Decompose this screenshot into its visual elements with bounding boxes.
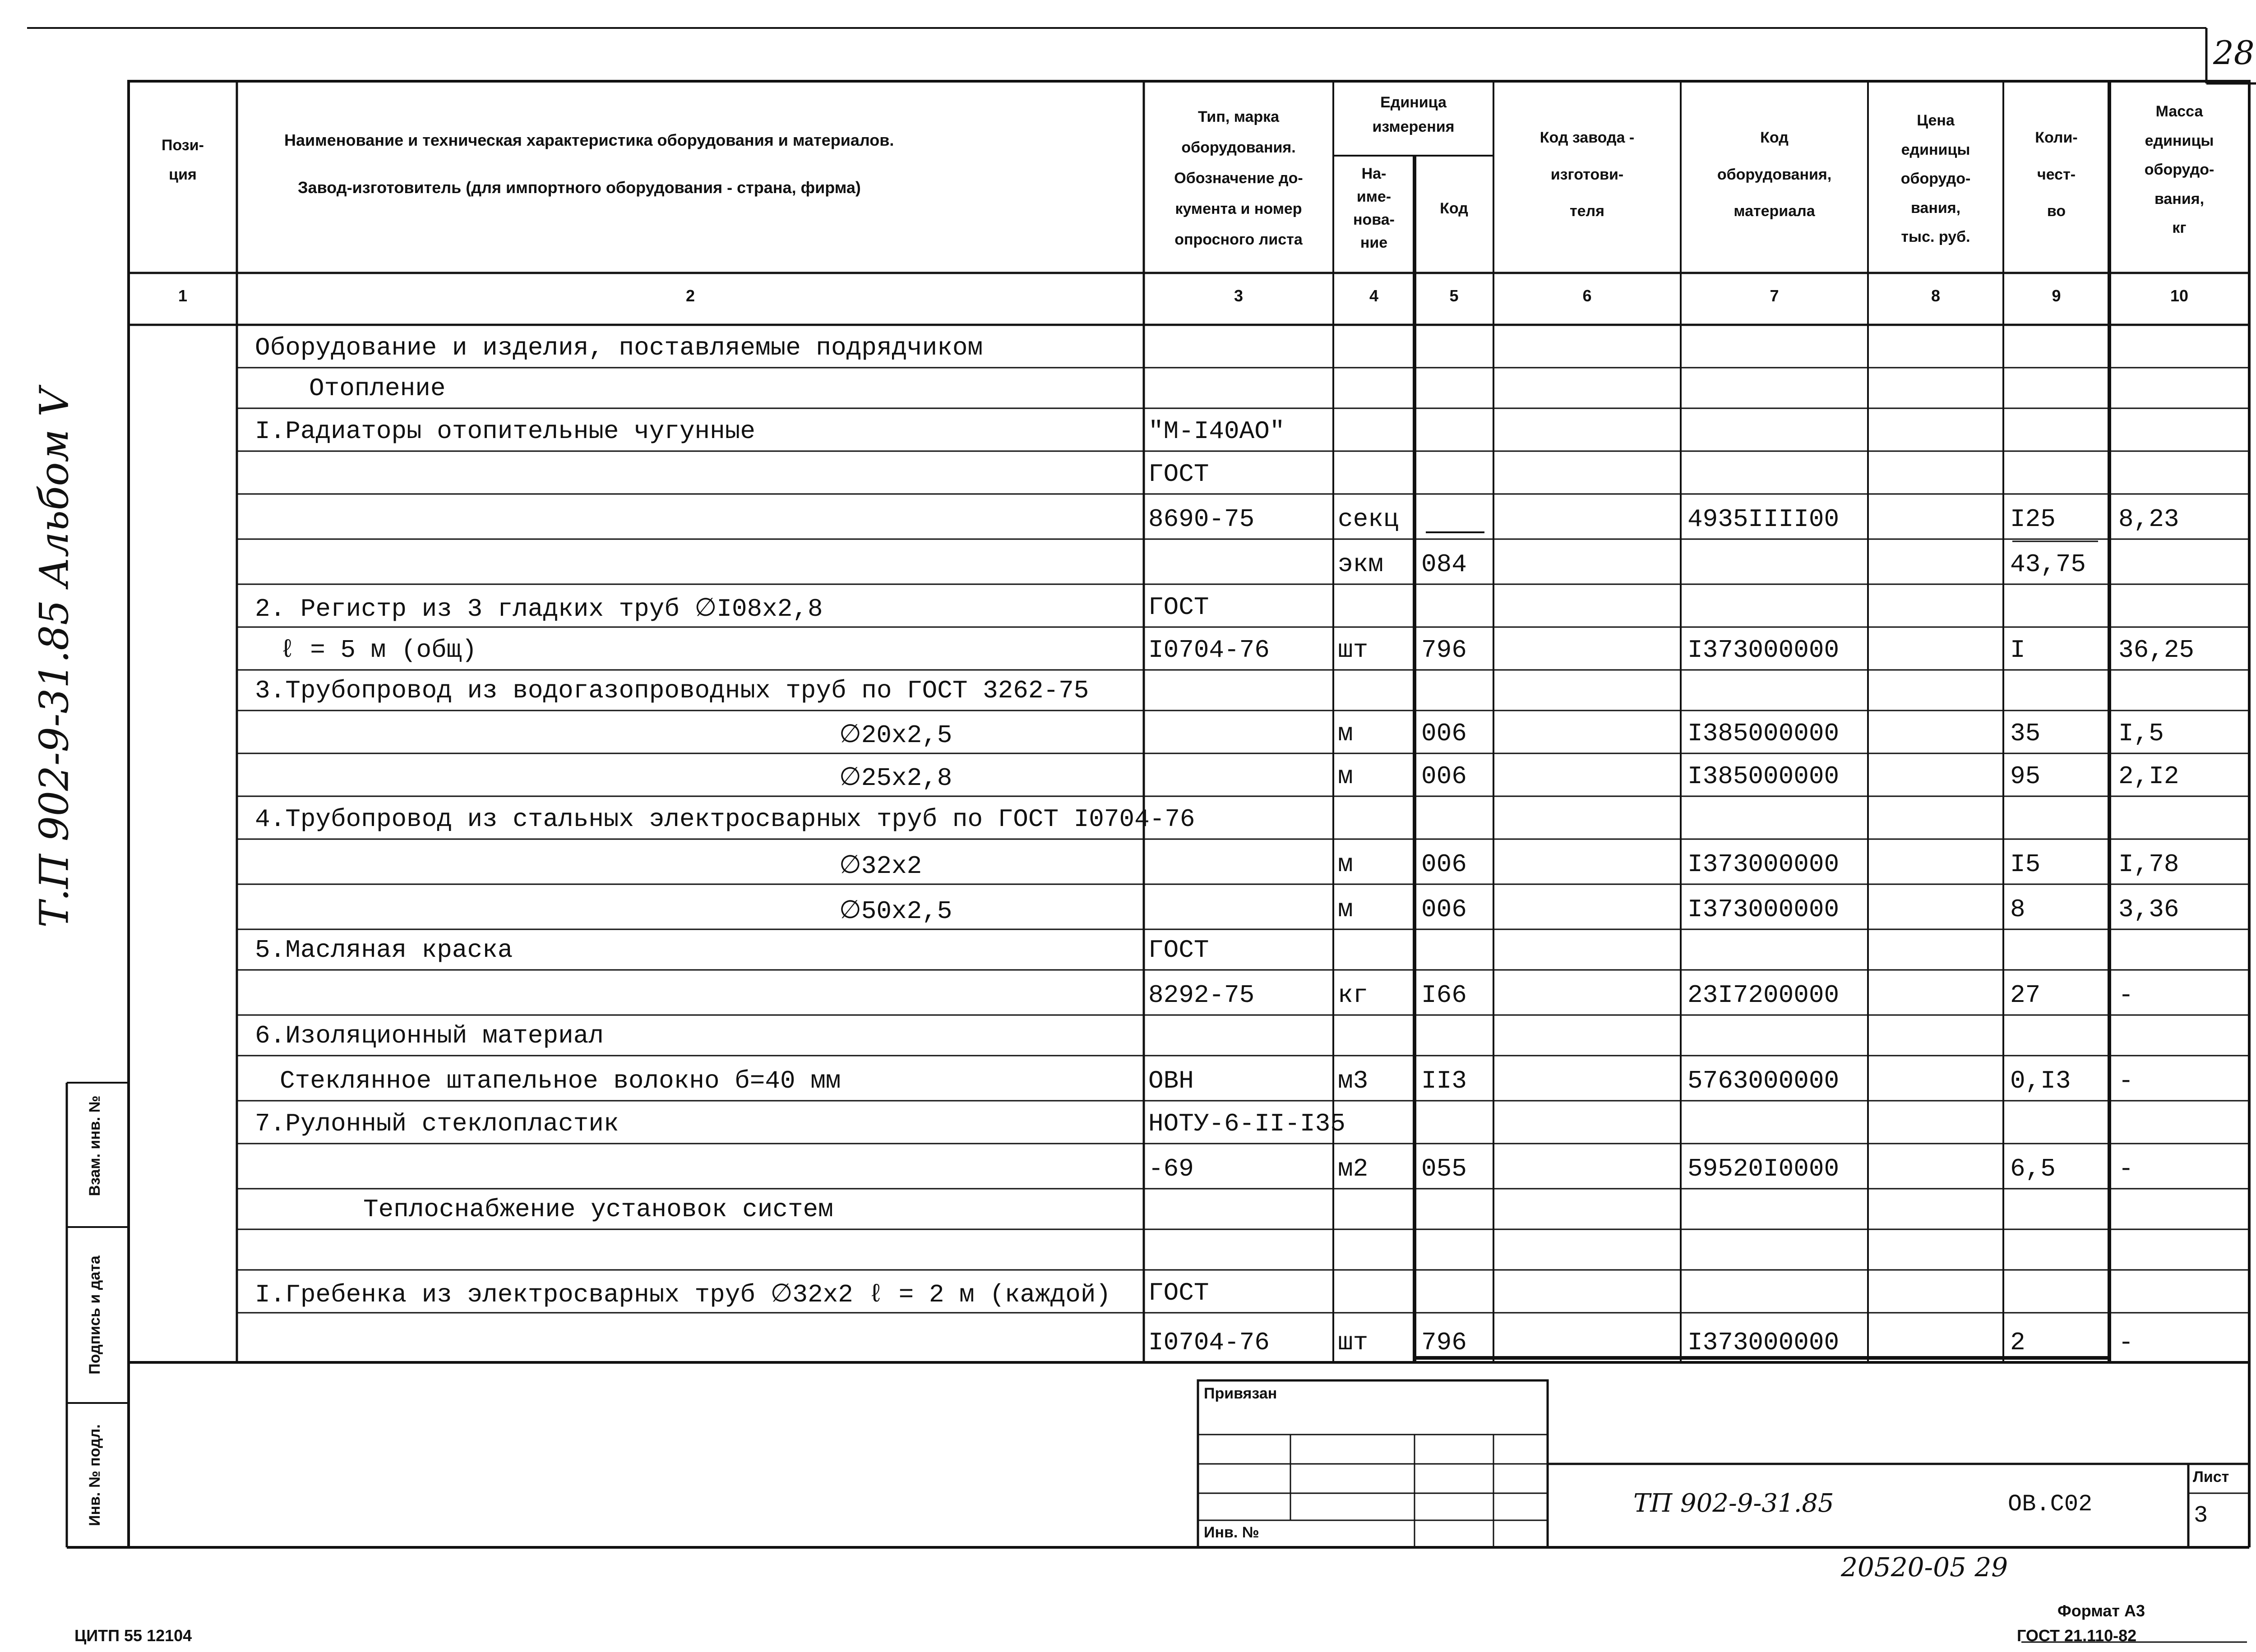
- row-qty: I: [2010, 636, 2025, 664]
- project-code: ТП 902-9-31.85: [1633, 1489, 1834, 1518]
- inventory-number-label: Инв. №: [1204, 1524, 1259, 1541]
- column-number: 8: [1931, 286, 1941, 305]
- header-price: Цена единицы оборудо- вания, тыс. руб.: [1900, 112, 1971, 246]
- row-name: Стеклянное штапельное волокно б=40 мм: [280, 1066, 841, 1095]
- row-mass: I,78: [2118, 850, 2179, 879]
- row-qty: I5: [2010, 850, 2041, 879]
- row-name: 6.Изоляционный материал: [255, 1021, 604, 1050]
- row-name: Теплоснабжение установок систем: [363, 1195, 833, 1224]
- row-qty: 35: [2010, 719, 2041, 748]
- row-eq-code: I385000000: [1687, 762, 1840, 791]
- sheet-label: Лист: [2193, 1468, 2229, 1486]
- handwritten-archive-number: 20520-05 29: [1841, 1552, 2008, 1583]
- row-unit: м: [1338, 719, 1353, 748]
- sheet-code: ОВ.С02: [2008, 1491, 2093, 1518]
- row-unit: шт: [1338, 636, 1368, 664]
- row-eq-code: I373000000: [1687, 850, 1840, 879]
- row-unit: секц: [1338, 505, 1399, 534]
- row-type: ГОСТ: [1148, 460, 1209, 489]
- column-number: 3: [1234, 286, 1244, 305]
- row-type: 8292-75: [1148, 981, 1255, 1010]
- row-code: I66: [1421, 981, 1467, 1010]
- row-code: 006: [1421, 719, 1467, 748]
- row-unit: шт: [1338, 1328, 1368, 1357]
- row-unit: м3: [1338, 1066, 1368, 1095]
- row-name: Отопление: [309, 374, 446, 403]
- side-stamp-replacement: Взам. инв. №: [86, 1095, 103, 1196]
- row-type: I0704-76: [1148, 636, 1270, 664]
- row-name: I.Гребенка из электросварных труб ∅32x2 ℓ = 2 м (каждой): [255, 1280, 1111, 1309]
- side-album-title: Т.П 902-9-31.85 Альбом V: [31, 388, 78, 928]
- row-code: 796: [1421, 636, 1467, 664]
- row-type: ГОСТ: [1148, 936, 1209, 964]
- row-type: НОТУ-6-II-I35: [1148, 1109, 1345, 1138]
- row-type: -69: [1148, 1154, 1194, 1183]
- header-factory-code: Код завода - изготови- теля: [1539, 129, 1635, 220]
- column-number: 10: [2170, 286, 2189, 305]
- row-mass: -: [2118, 1066, 2134, 1095]
- row-unit: м: [1338, 762, 1353, 791]
- row-mass: I,5: [2118, 719, 2164, 748]
- row-eq-code: 5763000000: [1687, 1066, 1840, 1095]
- row-qty: 95: [2010, 762, 2041, 791]
- row-name: ∅50x2,5: [839, 897, 952, 926]
- column-number: 2: [685, 286, 695, 305]
- row-name: 2. Регистр из 3 гладких труб ∅I08x2,8: [255, 595, 823, 623]
- row-unit: экм: [1338, 550, 1383, 579]
- header-equipment-code: Код оборудования, материала: [1717, 129, 1832, 220]
- row-mass: 8,23: [2118, 505, 2179, 534]
- header-mass: Масса единицы оборудо- вания, кг: [2144, 103, 2214, 237]
- row-eq-code: 59520I0000: [1687, 1154, 1840, 1183]
- row-code: 006: [1421, 895, 1467, 924]
- row-qty: 0,I3: [2010, 1066, 2071, 1095]
- row-mass: 3,36: [2118, 895, 2179, 924]
- header-type: Тип, марка оборудования. Обозначение до- кумента и номер опросного листа: [1174, 108, 1303, 248]
- row-type: ГОСТ: [1148, 1278, 1209, 1307]
- row-qty: 2: [2010, 1328, 2025, 1357]
- row-qty: 27: [2010, 981, 2041, 1010]
- row-name: ∅32x2: [839, 852, 922, 881]
- format-label: Формат А3: [2057, 1601, 2145, 1620]
- row-name: I.Радиаторы отопительные чугунные: [255, 417, 755, 446]
- row-code: II3: [1421, 1066, 1467, 1095]
- row-type: 8690-75: [1148, 505, 1255, 534]
- gost-reference: ГОСТ 21.110-82: [2017, 1626, 2137, 1645]
- row-eq-code: I373000000: [1687, 895, 1840, 924]
- row-code: 006: [1421, 762, 1467, 791]
- row-eq-code: 4935IIII00: [1687, 505, 1840, 534]
- header-position: Пози- ция: [162, 137, 204, 183]
- row-name: Оборудование и изделия, поставляемые подрядчиком: [255, 333, 983, 362]
- column-number: 6: [1582, 286, 1592, 305]
- header-quantity: Коли- чест- во: [2035, 129, 2078, 220]
- row-code: 084: [1421, 550, 1467, 579]
- sheet-corner-number: 28: [2213, 34, 2255, 72]
- row-eq-code: 23I7200000: [1687, 981, 1840, 1010]
- row-type: ГОСТ: [1148, 593, 1209, 622]
- row-name: 4.Трубопровод из стальных электросварных труб по ГОСТ I0704-76: [255, 805, 1195, 834]
- attached-label: Привязан: [1204, 1385, 1277, 1402]
- row-qty: 8: [2010, 895, 2025, 924]
- sheet-number: 3: [2194, 1502, 2208, 1529]
- side-stamp-signature: Подпись и дата: [86, 1255, 103, 1375]
- row-name: 5.Масляная краска: [255, 936, 513, 964]
- column-number: 9: [2052, 286, 2061, 305]
- row-code: 006: [1421, 850, 1467, 879]
- row-mass: -: [2118, 981, 2134, 1010]
- row-unit: м: [1338, 850, 1353, 879]
- row-qty: I25: [2010, 505, 2056, 534]
- row-name: 3.Трубопровод из водогазопроводных труб по ГОСТ 3262-75: [255, 676, 1089, 705]
- row-type: ОВН: [1148, 1066, 1194, 1095]
- row-mass: -: [2118, 1154, 2134, 1183]
- row-eq-code: I373000000: [1687, 1328, 1840, 1357]
- row-code: 796: [1421, 1328, 1467, 1357]
- row-eq-code: I385000000: [1687, 719, 1840, 748]
- header-unit-name: На- име- нова- ние: [1353, 165, 1395, 251]
- row-type: I0704-76: [1148, 1328, 1270, 1357]
- row-qty: 6,5: [2010, 1154, 2056, 1183]
- row-mass: 36,25: [2118, 636, 2195, 664]
- row-eq-code: I373000000: [1687, 636, 1840, 664]
- row-mass: -: [2118, 1328, 2134, 1357]
- column-number: 5: [1449, 286, 1459, 305]
- column-number: 4: [1369, 286, 1379, 305]
- row-name: ∅20x2,5: [839, 721, 952, 750]
- side-stamp-inventory: Инв. № подл.: [86, 1424, 103, 1526]
- tsitp-code: ЦИТП 55 12104: [74, 1626, 192, 1645]
- row-mass: 2,I2: [2118, 762, 2179, 791]
- row-unit: м2: [1338, 1154, 1368, 1183]
- row-unit: кг: [1338, 981, 1368, 1010]
- row-type: "M-I40AO": [1148, 417, 1285, 446]
- row-name: ℓ = 5 м (общ): [280, 636, 477, 664]
- header-unit-code: Код: [1440, 200, 1468, 217]
- row-code: 055: [1421, 1154, 1467, 1183]
- header-unit-group: Единица измерения: [1372, 94, 1455, 136]
- header-name-line2: Завод-изготовитель (для импортного оборудования - страна, фирма): [298, 178, 861, 197]
- column-number: 1: [178, 286, 188, 305]
- row-name: ∅25x2,8: [839, 764, 952, 793]
- column-number: 7: [1770, 286, 1779, 305]
- row-qty: 43,75: [2010, 550, 2086, 579]
- row-name: 7.Рулонный стеклопластик: [255, 1109, 619, 1138]
- row-unit: м: [1338, 895, 1353, 924]
- header-name-line1: Наименование и техническая характеристика оборудования и материалов.: [284, 131, 894, 149]
